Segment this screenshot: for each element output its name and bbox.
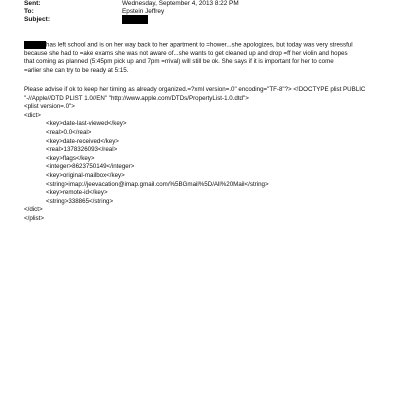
message-line: <dict> xyxy=(24,111,41,119)
name-redaction xyxy=(24,41,46,49)
message-text: has left school and is on her way back to her apartment to =hower...she apologizes, but today was very stressful xyxy=(46,41,353,49)
plist-line: <integer>8623750149</integer> xyxy=(46,163,135,171)
message-line: Please advise if ok to keep her timing as already organized.=?xml version=.0" encoding="TF-8"?> <!DOCTYPE plist PUBLIC xyxy=(24,86,366,93)
message-line: that coming as planned (5:45pm pick up and 7pm =rrival) will still be ok. She says if it is important for her to come xyxy=(24,58,334,66)
plist-line: <real>0.0</real> xyxy=(46,128,92,136)
message-paragraph-2 xyxy=(24,86,376,224)
plist-line: <key>flags</key> xyxy=(46,154,95,162)
message-line: =arlier she can try to be ready at 5:15. xyxy=(24,66,129,74)
plist-line: </plist> xyxy=(24,214,44,222)
message-paragraph-1 xyxy=(24,41,376,75)
plist-line: <key>original-mailbox</key> xyxy=(46,171,125,179)
plist-line: <real>1378326093</real> xyxy=(46,146,118,154)
message-line xyxy=(24,41,376,50)
plist-line: <string>338865</string> xyxy=(46,197,114,205)
plist-line: <key>date-received</key> xyxy=(46,137,119,145)
plist-line: <string>imap://jeevacation@imap.gmail.com/%5BGmail%5D/All%20Mail</string> xyxy=(46,180,269,188)
sent-value: Wednesday, September 4, 2013 8:22 PM xyxy=(122,0,239,7)
subject-redaction xyxy=(122,15,148,25)
subject-label: Subject: xyxy=(24,16,51,23)
message-line: "-//Apple//DTD PLIST 1.0//EN" "http://www.apple.com/DTDs/PropertyList-1.0.dtd"> xyxy=(24,94,249,102)
message-line: because she had to =ake exams she was not aware of...she wants to get cleaned up and drop =ff her violin and hopes xyxy=(24,49,348,57)
plist-line: <key>date-last-viewed</key> xyxy=(46,120,127,128)
plist-line: </dict> xyxy=(24,206,43,214)
plist-line: <key>remote-id</key> xyxy=(46,189,108,197)
to-label: To: xyxy=(24,8,34,15)
message-line: <plist version=.0"> xyxy=(24,103,75,111)
to-value: Epstein Jeffrey xyxy=(122,8,165,15)
sent-label: Sent: xyxy=(24,0,41,7)
